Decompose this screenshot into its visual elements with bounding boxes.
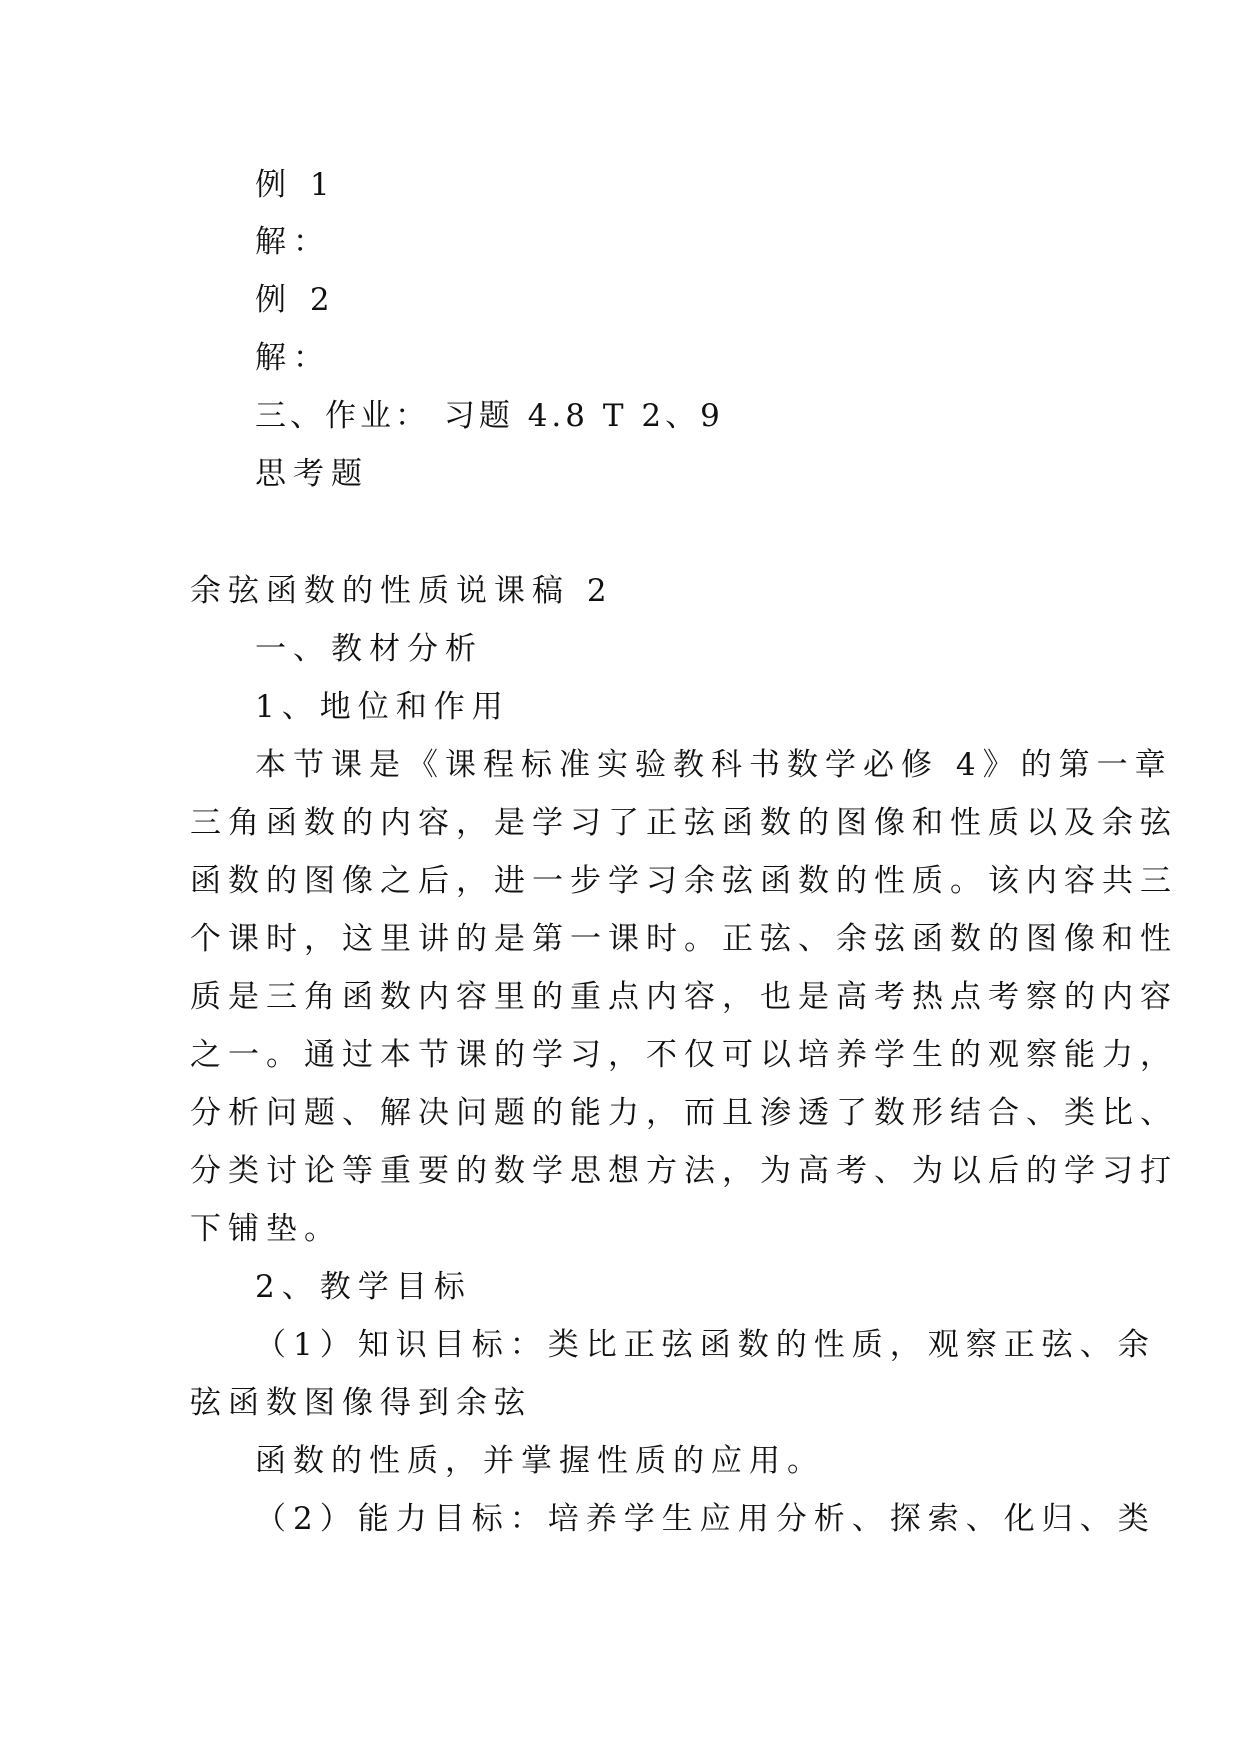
- paragraph-line: 下铺垫。: [190, 1211, 342, 1247]
- subheading-position-and-role: 1、地位和作用: [255, 689, 510, 725]
- solution-2-label: 解：: [255, 340, 331, 376]
- paragraph-line: 分析问题、解决问题的能力，而且渗透了数形结合、类比、: [190, 1095, 1178, 1131]
- goal-line: 函数的性质，并掌握性质的应用。: [255, 1443, 825, 1479]
- paragraph-line: 分类讨论等重要的数学思想方法，为高考、为以后的学习打: [190, 1153, 1178, 1189]
- thinking-question-label: 思考题: [255, 456, 369, 492]
- paragraph-line: 函数的图像之后，进一步学习余弦函数的性质。该内容共三: [190, 863, 1178, 899]
- example-1-label: 例 1: [255, 167, 337, 203]
- example-2-label: 例 2: [255, 282, 337, 318]
- paragraph-line: 个课时，这里讲的是第一课时。正弦、余弦函数的图像和性: [190, 921, 1178, 957]
- solution-1-label: 解：: [255, 224, 331, 260]
- goal-line: （2）能力目标：培养学生应用分析、探索、化归、类: [255, 1501, 1156, 1537]
- article-title: 余弦函数的性质说课稿 2: [190, 573, 614, 609]
- paragraph-line: 质是三角函数内容里的重点内容，也是高考热点考察的内容: [190, 979, 1178, 1015]
- section-heading-textbook-analysis: 一、教材分析: [255, 631, 483, 667]
- paragraph-line: 本节课是《课程标准实验教科书数学必修 4》的第一章: [255, 747, 1173, 783]
- paragraph-line: 之一。通过本节课的学习，不仅可以培养学生的观察能力，: [190, 1037, 1178, 1073]
- subheading-teaching-goals: 2、教学目标: [255, 1269, 472, 1305]
- goal-line: 弦函数图像得到余弦: [190, 1385, 532, 1421]
- homework-line: 三、作业： 习题 4.8 T 2、9: [255, 398, 724, 434]
- goal-line: （1）知识目标：类比正弦函数的性质，观察正弦、余: [255, 1327, 1156, 1363]
- paragraph-line: 三角函数的内容，是学习了正弦函数的图像和性质以及余弦: [190, 805, 1178, 841]
